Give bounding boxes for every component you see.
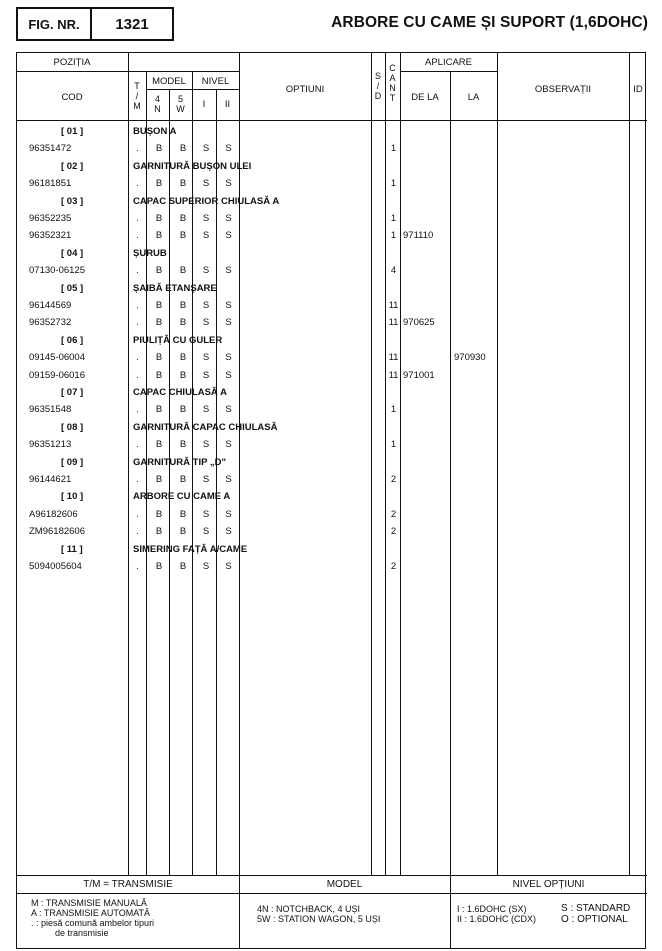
cell-tm: .: [136, 508, 139, 520]
cell-nivel-ii: S: [225, 404, 232, 416]
cell-model-4n: B: [155, 439, 163, 451]
cell-model-4n: B: [155, 474, 163, 485]
part-code: 96351548: [29, 404, 72, 416]
cell-model-4n: B: [155, 526, 163, 538]
section-name: ȘURUB: [133, 247, 167, 259]
footer-model-legend: 4N : NOTCHBACK, 4 UȘI 5W : STATION WAGON, 5 UȘI: [257, 904, 381, 924]
cell-model-5w: B: [179, 352, 187, 364]
cell-nivel-i: S: [202, 213, 210, 224]
header-nivel: NIVEL: [201, 76, 230, 87]
table-row: [17, 227, 647, 244]
section-position: [ 01 ]: [61, 126, 84, 137]
cell-model-5w: B: [179, 178, 187, 190]
header-tm: T / M: [133, 81, 141, 111]
cell-nivel-i: S: [202, 178, 210, 190]
header-la: LA: [467, 92, 480, 103]
section-name: ȘAIBĂ ETANȘARE: [133, 282, 217, 294]
cell-model-5w: B: [179, 300, 187, 311]
section-name: GARNITURĂ BUȘON ULEI: [133, 160, 252, 172]
cell-tm: .: [136, 143, 139, 155]
cell-nivel-ii: S: [225, 561, 232, 572]
header-observatii: OBSERVAȚII: [534, 84, 592, 95]
table-row: [17, 401, 647, 418]
cell-nivel-i: S: [202, 265, 210, 277]
cell-de-la: 971110: [403, 230, 434, 242]
cell-model-5w: B: [179, 474, 187, 485]
part-code: 96351472: [29, 143, 72, 155]
section-position: [ 10 ]: [61, 491, 84, 503]
cell-model-5w: B: [179, 404, 187, 416]
cell-nivel-i: S: [202, 143, 210, 155]
section-position: [ 06 ]: [61, 334, 84, 346]
footer-standard-legend: S : STANDARD O : OPTIONAL: [561, 903, 631, 925]
cell-nivel-i: S: [202, 369, 210, 381]
header-optiuni: OPTIUNI: [285, 84, 325, 95]
section-position: [ 11 ]: [61, 543, 83, 555]
section-position: [ 03 ]: [61, 195, 84, 207]
cell-tm: .: [136, 369, 139, 381]
section-header-row: [17, 123, 647, 140]
cell-cant: 11: [388, 300, 399, 311]
cell-model-5w: B: [179, 213, 187, 224]
table-row: [17, 436, 647, 453]
table-row: [17, 523, 647, 540]
cell-tm: .: [136, 230, 139, 242]
header-bottom-rule: [17, 120, 647, 121]
section-position: [ 04 ]: [61, 247, 84, 259]
part-code: 96181851: [29, 178, 72, 190]
cell-tm: .: [136, 352, 139, 364]
cell-cant: 2: [390, 561, 397, 572]
section-header-row: [17, 384, 647, 401]
cell-nivel-ii: S: [225, 230, 232, 242]
cell-nivel-i: S: [202, 474, 210, 485]
section-header-row: [17, 193, 647, 210]
cell-model-5w: B: [179, 317, 187, 329]
parts-table: [16, 52, 646, 949]
cell-nivel-ii: S: [225, 508, 232, 520]
cell-nivel-ii: S: [225, 143, 232, 155]
cell-cant: 11: [388, 317, 399, 329]
cell-model-4n: B: [155, 178, 163, 190]
figure-label: FIG. NR.: [18, 9, 92, 39]
cell-model-4n: B: [155, 369, 163, 381]
cell-model-4n: B: [155, 508, 163, 520]
cell-cant: 1: [390, 143, 397, 155]
cell-de-la: 971001: [403, 369, 435, 381]
cell-nivel-ii: S: [225, 317, 232, 329]
cell-model-4n: B: [155, 404, 163, 416]
cell-model-5w: B: [179, 143, 187, 155]
cell-cant: 1: [390, 404, 397, 416]
table-row: [17, 558, 647, 575]
table-row: [17, 210, 647, 227]
table-row: [17, 140, 647, 157]
cell-tm: .: [136, 404, 139, 416]
cell-model-4n: B: [155, 265, 163, 277]
cell-tm: .: [136, 178, 139, 190]
cell-nivel-ii: S: [225, 352, 232, 364]
header-de-la: DE LA: [411, 92, 439, 103]
cell-nivel-i: S: [202, 439, 210, 451]
section-position: [ 05 ]: [61, 282, 84, 294]
cell-model-5w: B: [179, 508, 187, 520]
cell-model-5w: B: [179, 439, 187, 451]
cell-tm: .: [136, 317, 139, 329]
cell-cant: 2: [390, 474, 397, 485]
cell-nivel-ii: S: [225, 178, 232, 190]
cell-model-5w: B: [179, 265, 187, 277]
table-row: [17, 506, 647, 523]
cell-la: 970930: [454, 352, 486, 364]
cell-nivel-ii: S: [225, 439, 232, 451]
part-code: 96351213: [29, 439, 72, 451]
table-row: [17, 314, 647, 331]
cell-nivel-ii: S: [225, 300, 232, 311]
cell-nivel-i: S: [202, 230, 210, 242]
part-code: 5094005604: [29, 561, 82, 572]
section-name: SIMERING FAȚĂ A/CAME: [133, 543, 248, 555]
footer-model-title: MODEL: [326, 879, 363, 890]
cell-cant: 4: [390, 265, 397, 277]
cell-de-la: 970625: [403, 317, 435, 329]
part-code: ZM96182606: [29, 526, 85, 538]
header-aplicare: APLICARE: [425, 57, 472, 68]
footer-title-rule: [17, 893, 647, 894]
section-header-row: [17, 454, 647, 471]
cell-cant: 1: [390, 213, 397, 224]
cell-model-4n: B: [155, 300, 163, 311]
part-code: 96144621: [29, 474, 72, 485]
cell-tm: .: [136, 265, 139, 277]
cell-cant: 1: [390, 178, 397, 190]
footer-tm-legend: M : TRANSMISIE MANUALĂ A : TRANSMISIE AUTOMATĂ . : piesă comună ambelor tipuri de transmisie: [31, 898, 155, 938]
page-title: ARBORE CU CAME ȘI SUPORT (1,6DOHC): [331, 14, 648, 31]
header-rule-top-mid: [128, 71, 239, 72]
cell-nivel-ii: S: [225, 213, 232, 224]
figure-number-box: [16, 7, 174, 41]
cell-nivel-i: S: [202, 561, 210, 572]
table-row: [17, 471, 647, 488]
cell-tm: .: [136, 213, 139, 224]
cell-model-5w: B: [179, 526, 187, 538]
part-code: 09159-06016: [29, 369, 85, 381]
table-row: [17, 349, 647, 366]
section-name: GARNITURĂ CAPAC CHIULASĂ: [133, 421, 278, 433]
cell-nivel-i: S: [202, 404, 210, 416]
part-code: 96144569: [29, 300, 72, 311]
part-code: 96352732: [29, 317, 72, 329]
section-header-row: [17, 419, 647, 436]
section-name: BUȘON A: [133, 126, 177, 137]
table-row: [17, 262, 647, 279]
section-header-row: [17, 245, 647, 262]
section-header-row: [17, 158, 647, 175]
header-cod: COD: [61, 92, 83, 103]
cell-model-4n: B: [155, 561, 163, 572]
section-position: [ 08 ]: [61, 421, 84, 433]
cell-nivel-i: S: [202, 300, 210, 311]
cell-nivel-i: S: [202, 508, 210, 520]
cell-tm: .: [136, 526, 139, 538]
footer-rule: [17, 875, 647, 876]
cell-model-5w: B: [179, 369, 187, 381]
part-code: 96352235: [29, 213, 72, 224]
header-pozitia: POZIȚIA: [53, 57, 91, 68]
footer-nivel-title: NIVEL OPȚIUNI: [512, 879, 585, 890]
cell-model-5w: B: [179, 230, 187, 242]
cell-nivel-i: S: [202, 526, 210, 538]
part-code: A96182606: [29, 508, 78, 520]
section-position: [ 09 ]: [61, 456, 84, 468]
part-code: 07130-06125: [29, 265, 85, 277]
section-header-row: [17, 488, 647, 505]
cell-tm: .: [136, 439, 139, 451]
section-name: GARNITURĂ TIP „D": [133, 456, 226, 468]
table-row: [17, 175, 647, 192]
cell-cant: 1: [390, 230, 397, 242]
cell-nivel-ii: S: [225, 526, 232, 538]
section-header-row: [17, 541, 647, 558]
section-name: CAPAC SUPERIOR CHIULASĂ A: [133, 195, 280, 207]
part-code: 96352321: [29, 230, 72, 242]
header-model-5w: 5 W: [176, 94, 185, 114]
cell-nivel-ii: S: [225, 474, 232, 485]
cell-model-4n: B: [155, 213, 163, 224]
header-cant: C A N T: [389, 63, 396, 103]
section-header-row: [17, 332, 647, 349]
header-model-4n: 4 N: [154, 94, 161, 114]
cell-model-4n: B: [155, 352, 163, 364]
section-name: CAPAC CHIULASĂ A: [133, 387, 227, 398]
section-name: ARBORE CU CAME A: [133, 491, 231, 503]
figure-number: 1321: [115, 15, 149, 33]
section-position: [ 07 ]: [61, 387, 84, 398]
cell-model-4n: B: [155, 317, 163, 329]
cell-model-4n: B: [155, 143, 163, 155]
section-header-row: [17, 280, 647, 297]
cell-nivel-i: S: [202, 352, 210, 364]
cell-model-4n: B: [155, 230, 163, 242]
header-sd: S / D: [374, 71, 382, 101]
header-rule-aplicare: [400, 71, 497, 72]
cell-cant: 1: [390, 439, 397, 451]
footer-nivel-legend: I : 1.6DOHC (SX) II : 1.6DOHC (CDX): [457, 904, 537, 924]
footer-tm-title: T/M = TRANSMISIE: [83, 879, 173, 890]
table-row: [17, 297, 647, 314]
cell-cant: 2: [390, 508, 397, 520]
part-code: 09145-06004: [29, 352, 85, 364]
header-model: MODEL: [152, 76, 186, 87]
cell-tm: .: [136, 561, 139, 572]
header-id: ID: [633, 84, 643, 95]
cell-tm: .: [136, 300, 139, 311]
section-position: [ 02 ]: [61, 160, 84, 172]
cell-nivel-i: S: [202, 317, 210, 329]
cell-cant: 11: [388, 369, 399, 381]
section-name: PIULIȚĂ CU GULER: [133, 334, 223, 346]
header-nivel-i: I: [202, 99, 206, 110]
header-nivel-ii: II: [224, 99, 231, 110]
cell-cant: 11: [388, 352, 399, 364]
header-rule-pozitia: [17, 71, 128, 72]
cell-nivel-ii: S: [225, 369, 232, 381]
cell-tm: .: [136, 474, 139, 485]
cell-model-5w: B: [179, 561, 187, 572]
cell-nivel-ii: S: [225, 265, 232, 277]
cell-cant: 2: [390, 526, 397, 538]
table-row: [17, 367, 647, 384]
